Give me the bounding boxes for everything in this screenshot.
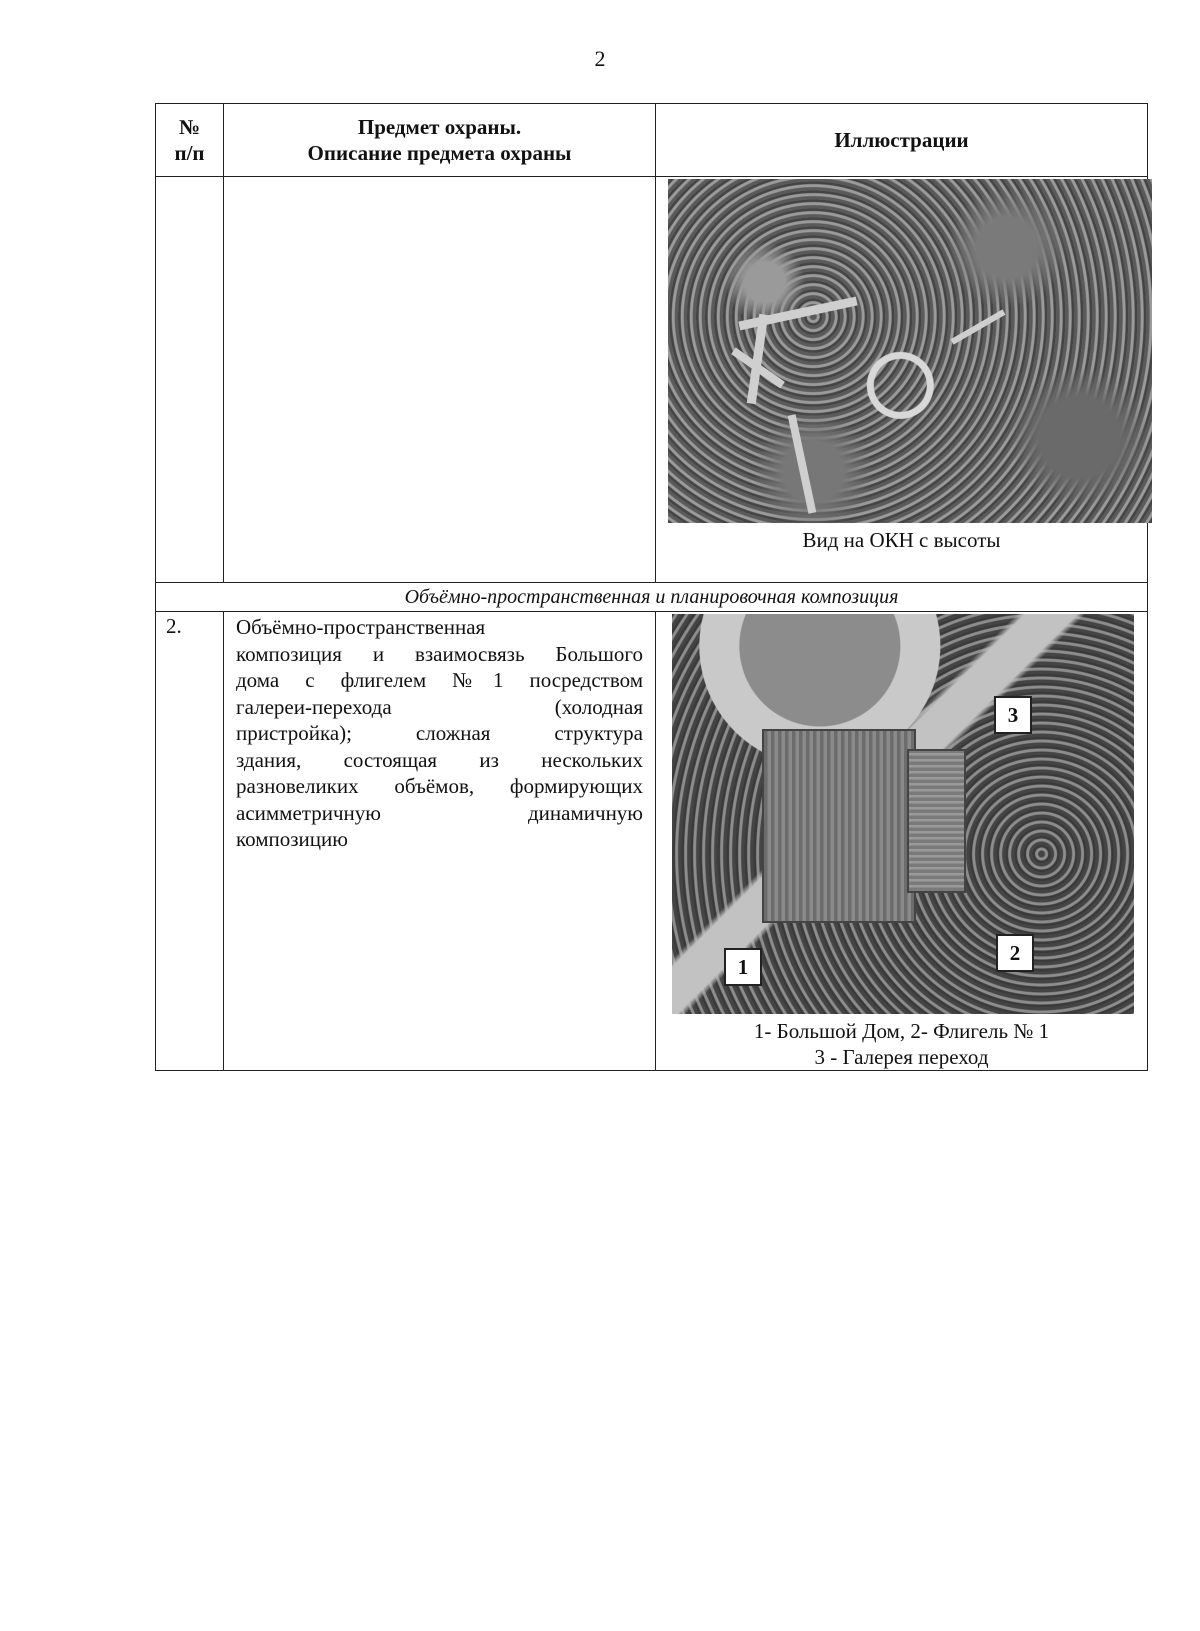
table-row [156,177,1148,583]
aerial-view-photo [668,179,1152,523]
header-subject-line1: Предмет охраны. [357,115,522,139]
description-line: разновеликих объёмов, формирующих [236,774,643,798]
marker-1: 1 [724,948,762,986]
wing-shape [907,749,966,893]
marker-2: 2 [996,934,1034,972]
photo-caption-line1: 1- Большой Дом, 2- Флигель № 1 [753,1019,1050,1043]
photo-caption: Вид на ОКН с высоты [802,528,1001,552]
illustration-cell [656,612,1148,1071]
description-line: композиция и взаимосвязь Большого [236,641,643,666]
header-number-line2: п/п [174,141,205,165]
header-illustrations: Иллюстрации [656,104,1148,177]
header-number [156,104,224,177]
number-cell-empty [156,177,224,583]
description-cell [224,612,656,1071]
description-line: асимметричную динамичную [236,800,643,825]
description-cell-empty [224,177,656,583]
section-title: Объёмно-пространственная и планировочная композиция [156,583,1148,612]
description-line: галереи-перехода (холодная [236,694,643,719]
header-subject-line2: Описание предмета охраны [307,141,572,165]
description-line: здания, состоящая из нескольких [236,747,643,772]
main-house-shape [762,729,916,923]
header-subject [224,104,656,177]
section-title-row [156,583,1148,612]
marker-3: 3 [994,696,1032,734]
description-line: дома с флигелем №1 посредством [236,668,643,692]
description-line: Объёмно-пространственная [236,615,486,639]
table-row [156,612,1148,1071]
table-header-row [156,104,1148,177]
description-line: композицию [236,827,348,851]
protection-table [155,103,1148,1071]
header-number-line1: № [178,115,201,139]
page-number: 2 [594,46,606,71]
description-line: пристройка); сложная структура [236,721,643,745]
photo-caption-line2: 3 - Галерея переход [814,1045,989,1069]
row-number: 2. [156,612,224,1071]
illustration-cell [656,177,1148,583]
site-plan-photo [672,614,1134,1014]
